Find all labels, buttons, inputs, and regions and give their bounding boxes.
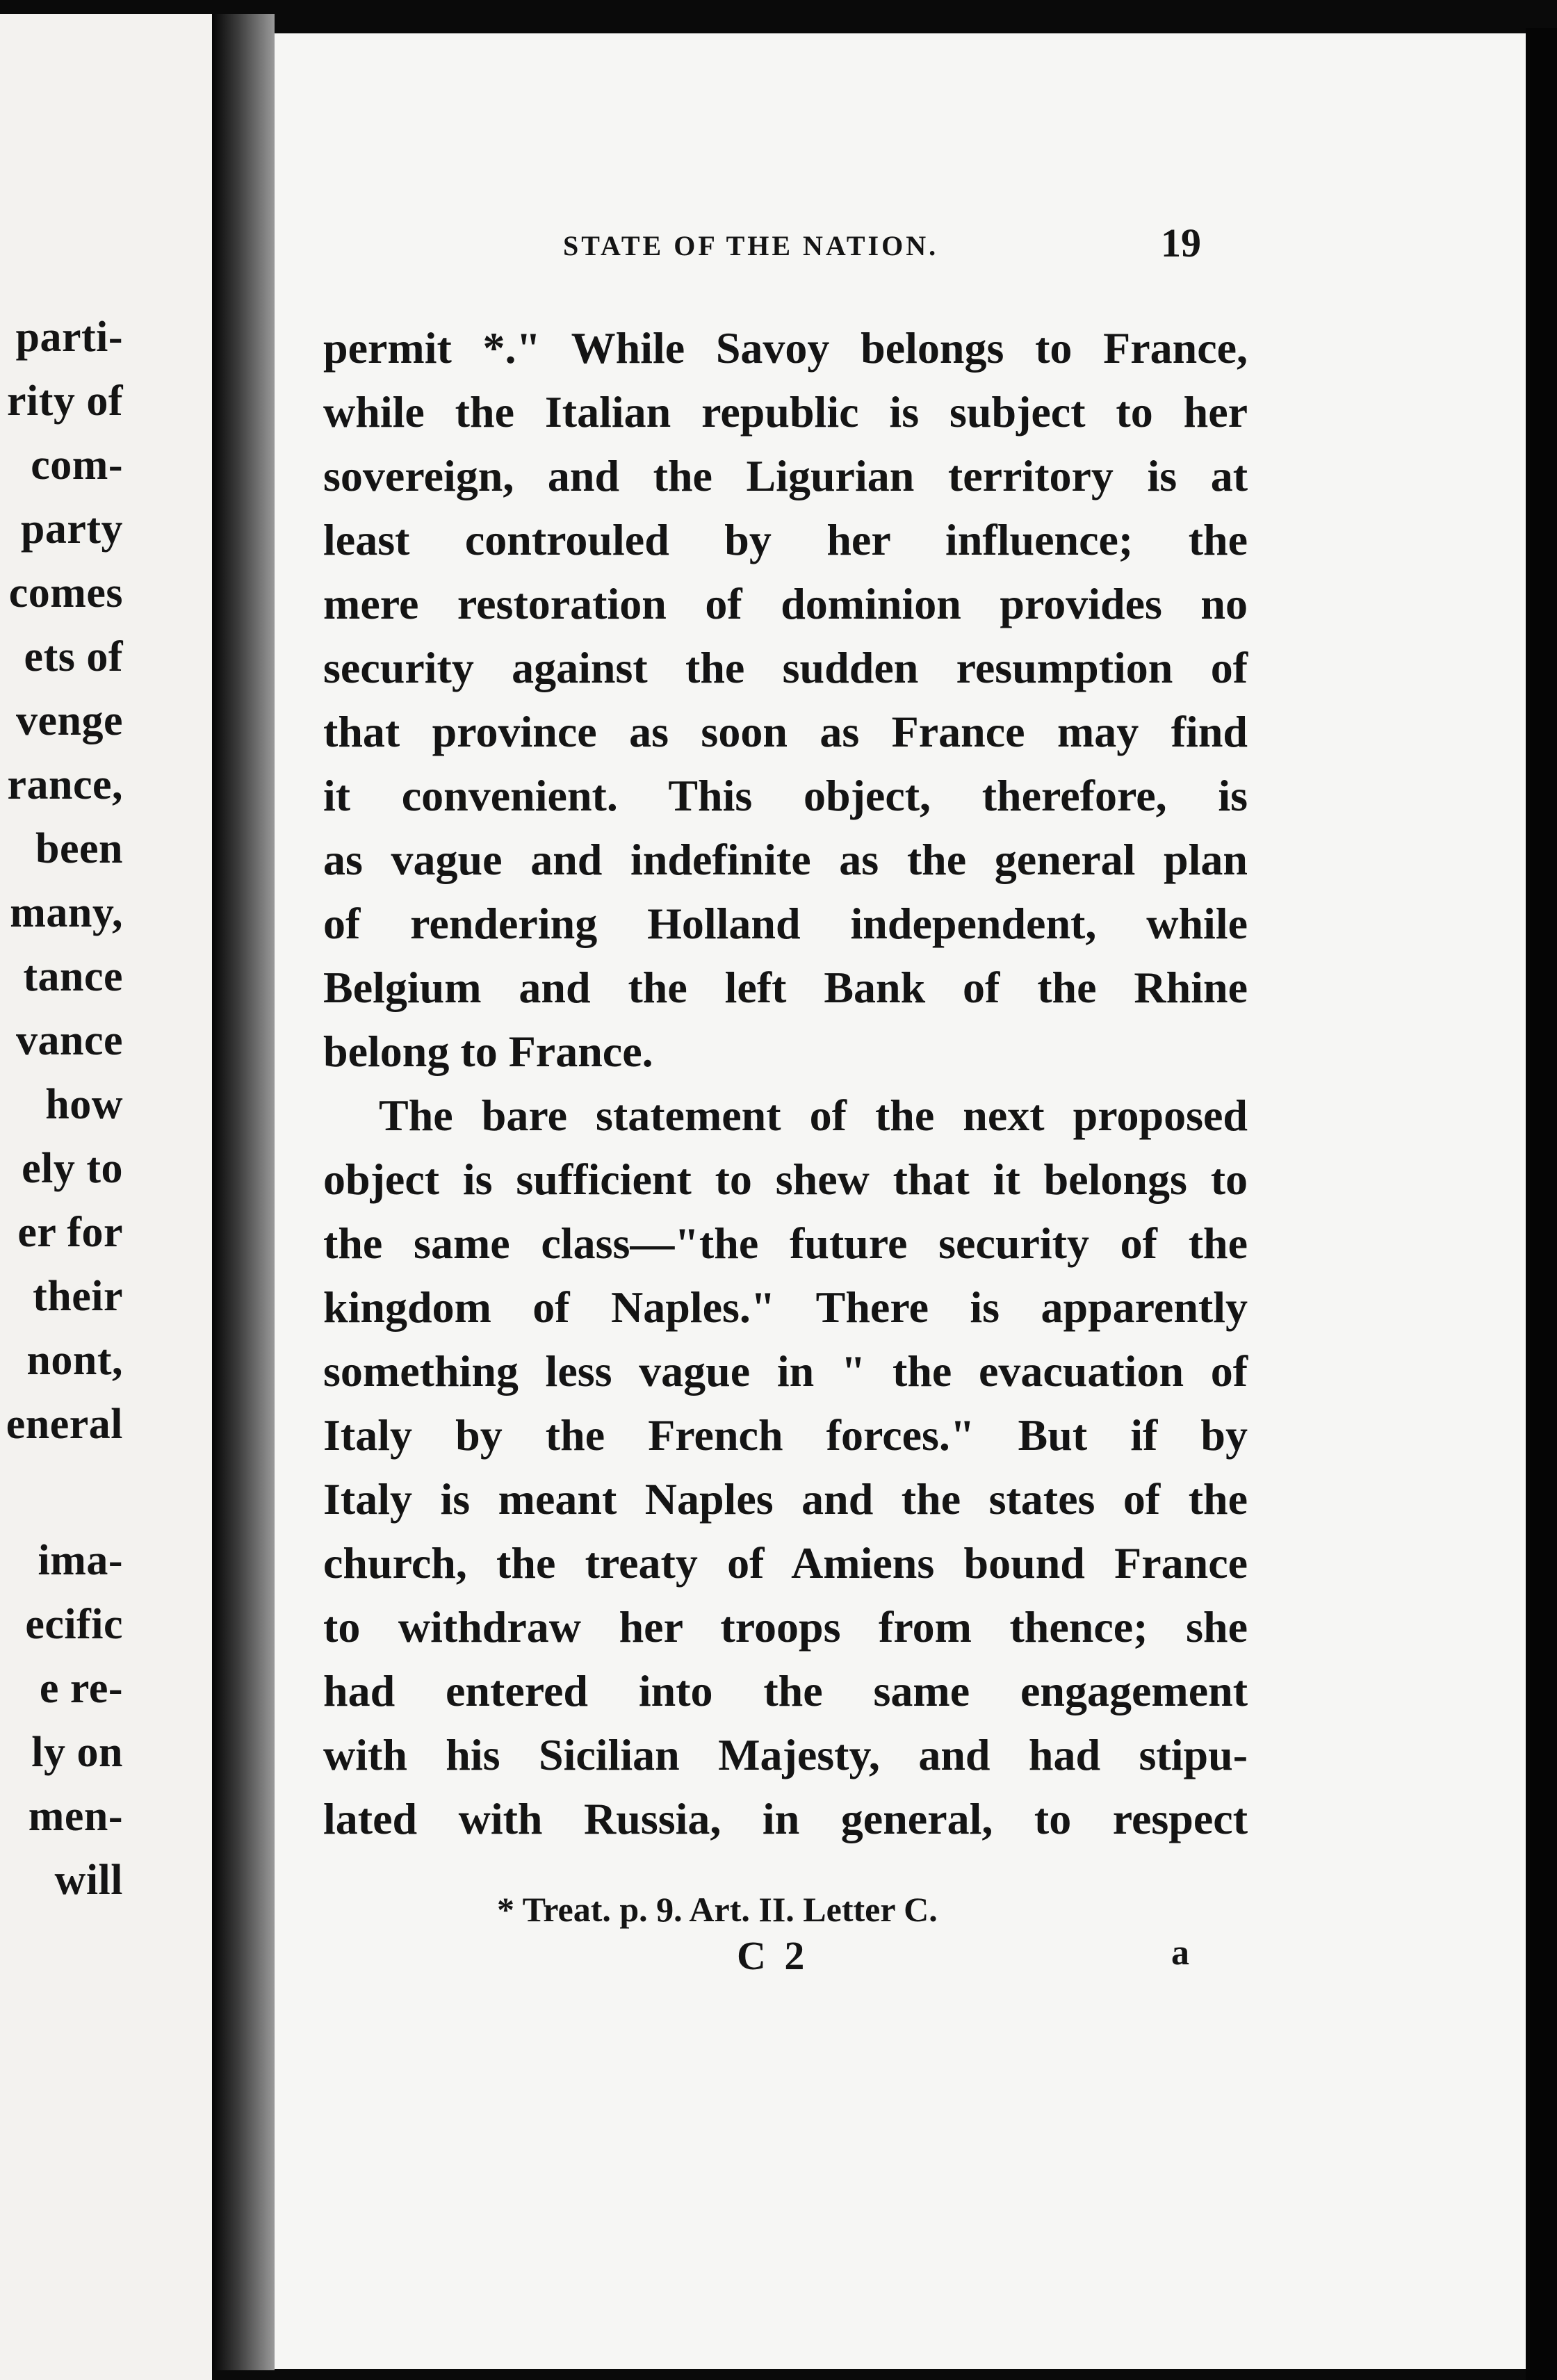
left-line: many, <box>10 889 123 936</box>
text-line: object is sufficient to shew that it belongs to <box>323 1155 1248 1204</box>
text-line: lated with Russia, in general, to respect <box>323 1794 1248 1843</box>
scan-border <box>1526 28 1557 2380</box>
left-line: eneral <box>6 1401 123 1448</box>
text-line: The bare statement of the next proposed <box>379 1091 1248 1140</box>
text-line: sovereign, and the Ligurian territory is at <box>323 451 1248 500</box>
text-line: with his Sicilian Majesty, and had stipu- <box>323 1730 1248 1779</box>
left-line: ecific <box>25 1601 123 1648</box>
text-line: to withdraw her troops from thence; she <box>323 1602 1248 1652</box>
left-line: nont, <box>26 1337 123 1384</box>
left-line: ets of <box>24 633 123 680</box>
left-line: men- <box>28 1793 123 1840</box>
left-line: how <box>45 1081 123 1128</box>
signature-mark: C 2 <box>737 1933 809 1978</box>
page-number: 19 <box>1161 220 1201 266</box>
text-line: of rendering Holland independent, while <box>323 899 1248 948</box>
text-line: the same class—"the future security of the <box>323 1218 1248 1268</box>
text-line: had entered into the same engagement <box>323 1666 1248 1715</box>
text-line: Italy by the French forces." But if by <box>323 1410 1248 1460</box>
left-page <box>0 14 212 2380</box>
left-line: will <box>54 1857 123 1904</box>
left-line: been <box>35 825 123 872</box>
left-line: er for <box>17 1209 123 1256</box>
text-line: security against the sudden resumption of <box>323 643 1248 692</box>
text-line: Italy is meant Naples and the states of the <box>323 1474 1248 1524</box>
left-line: ima- <box>38 1537 123 1584</box>
text-line: that province as soon as France may find <box>323 707 1248 756</box>
text-line: kingdom of Naples." There is apparently <box>323 1282 1248 1332</box>
left-line: their <box>33 1273 123 1320</box>
left-line: rity of <box>6 377 123 425</box>
left-line: tance <box>23 953 123 1000</box>
text-line: belong to France. <box>323 1027 653 1076</box>
left-line: venge <box>15 697 123 744</box>
text-line: least controuled by her influence; the <box>323 515 1248 564</box>
book-gutter <box>212 14 275 2370</box>
left-line: ely to <box>22 1145 123 1192</box>
left-line: vance <box>15 1017 123 1064</box>
text-line: mere restoration of dominion provides no <box>323 579 1248 628</box>
left-line: e re- <box>39 1665 123 1712</box>
left-line: rance, <box>7 761 123 808</box>
text-line: as vague and indefinite as the general plan <box>323 835 1248 884</box>
left-line: parti- <box>15 313 123 361</box>
text-line: something less vague in " the evacuation of <box>323 1346 1248 1396</box>
text-line: Belgium and the left Bank of the Rhine <box>323 963 1248 1012</box>
text-line: it convenient. This object, therefore, is <box>323 771 1248 820</box>
left-line: com- <box>31 441 123 489</box>
left-line: party <box>20 505 123 553</box>
left-line: ly on <box>31 1729 123 1776</box>
text-line: while the Italian republic is subject to her <box>323 387 1248 437</box>
catchword: a <box>1171 1933 1189 1973</box>
text-line: permit *." While Savoy belongs to France, <box>323 323 1248 373</box>
footnote: * Treat. p. 9. Art. II. Letter C. <box>497 1890 938 1929</box>
left-line: comes <box>8 569 123 617</box>
text-line: church, the treaty of Amiens bound France <box>323 1538 1248 1588</box>
running-head: STATE OF THE NATION. <box>563 230 939 261</box>
